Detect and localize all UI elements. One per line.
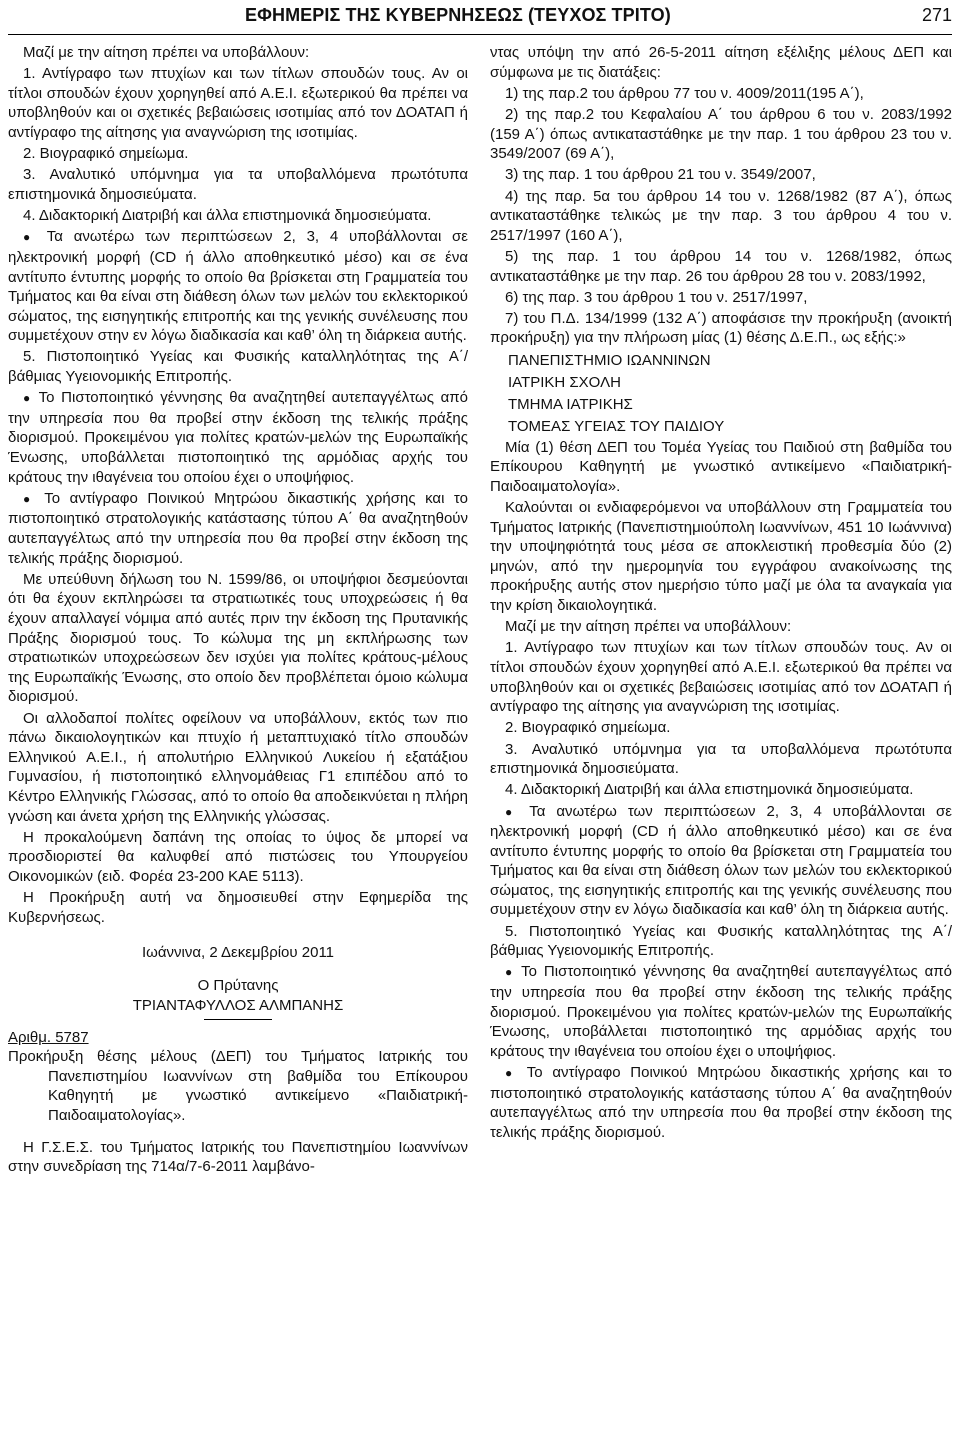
paragraph: Με υπεύθυνη δήλωση του Ν. 1599/86, οι υποψήφιοι δεσμεύονται ότι θα έχουν εκπληρώσει τα στρατιωτικές τους υποχρεώσεις ή θα έχουν απαλλαγεί νόμιμα από αυτές πριν την έκδοση της Πρυτανικής Πράξης διορισμού τους. Το κώλυμα της μη εκπλήρωσης των στρατιωτικών υποχρεώσεων δεν ισχύει για πολίτες κράτους-μέλους της Ευρωπαϊκής Ένωσης, στο οποίο δεν προβλέπεται όμοιο κώλυμα διορισμού.	[8, 570, 468, 706]
page-header	[8, 0, 952, 35]
paragraph: 5. Πιστοποιητικό Υγείας και Φυσικής καταλληλότητας της Α΄/βάθμιας Υγειονομικής Επιτροπής.	[490, 922, 952, 960]
signature-rule	[204, 1019, 272, 1020]
paragraph: Μία (1) θέση ΔΕΠ του Τομέα Υγείας του Παιδιού στη βαθμίδα του Επίκουρου Καθηγητή με γνωστικό αντικείμενο «Παιδιατρική-Παιδοαιματολογία».	[490, 438, 952, 495]
school-name: ΙΑΤΡΙΚΗ ΣΧΟΛΗ	[508, 373, 621, 391]
notice-summary: Προκήρυξη θέσης μέλους (ΔΕΠ) του Τμήματος Ιατρικής του Πανεπιστημίου Ιωαννίνων στη βαθμίδα του Επίκουρου Καθηγητή με γνωστικό αντικείμενο «Παιδιατρική-Παιδοαιματολογίας».	[8, 1048, 468, 1124]
paragraph: Οι αλλοδαποί πολίτες οφείλουν να υποβάλλουν, εκτός των πιο πάνω δικαιολογητικών και πτυχίο ή μεταπτυχιακό τίτλο σπουδών Ελληνικού Α.Ε.Ι., ή απολυτήριο Ελληνικού Λυκείου ή εξατάξιου Γυμνασίου, ή πιστοποιητικό ελληνομάθειας Γ1 επιπέδου από το Κέντρο Ελληνικής Γλώσσας, από το οποίο θα αποδεικνύεται η πλήρη γνώση και άνετα χρήση της Ελληνικής γλώσσας.	[8, 709, 468, 825]
paragraph: 4. Διδακτορική Διατριβή και άλλα επιστημονικά δημοσιεύματα.	[23, 207, 432, 225]
bullet-paragraph: ● Τα ανωτέρω των περιπτώσεων 2, 3, 4 υποβάλλονται σε ηλεκτρονική μορφή (CD ή άλλο αποθηκευτικό μέσο) και σε ένα αντίτυπο έντυπης μορφής το οποίο θα βρίσκεται στη Γραμματεία του Τμήματος και θα είναι στη διάθεση όλων των μελών του εκλεκτορικού σώματος, της εισηγητικής επιτροπής και της γενικής συνέλευσης που συμμετέχουν στην εν λόγω διαδικασία και καθ’ όλη τη διάρκεια αυτής.	[8, 227, 468, 346]
paragraph: Η Προκήρυξη αυτή να δημοσιευθεί στην Εφημερίδα της Κυβερνήσεως.	[8, 889, 468, 926]
notice-number	[8, 1028, 468, 1048]
place-date: Ιωάννινα, 2 Δεκεμβρίου 2011	[141, 943, 335, 961]
university-name: ΠΑΝΕΠΙΣΤΗΜΙΟ ΙΩΑΝΝΙΝΩΝ	[508, 351, 711, 369]
right-column	[490, 43, 952, 1144]
paragraph: 1. Αντίγραφο των πτυχίων και των τίτλων σπουδών τους. Αν οι τίτλοι σπουδών έχουν χορηγηθεί από Α.Ε.Ι. εξωτερικού θα πρέπει να υποβληθούν και οι σχετικές βεβαιώσεις ισοτιμίας από τον ΔΟΑΤΑΠ ή αντίγραφο της αίτησης για αναγνώριση της ισοτιμίας.	[8, 65, 468, 141]
paragraph: 2. Βιογραφικό σημείωμα.	[23, 145, 189, 163]
paragraph: 2. Βιογραφικό σημείωμα.	[505, 719, 671, 737]
paragraph: 3. Αναλυτικό υπόμνημα για τα υποβαλλόμενα πρωτότυπα επιστημονικά δημοσιεύματα.	[8, 166, 468, 203]
provision-item: 6) της παρ. 3 του άρθρου 1 του ν. 2517/1997,	[505, 288, 808, 306]
gazette-title: ΕΦΗΜΕΡΙΣ ΤΗΣ ΚΥΒΕΡΝΗΣΕΩΣ (ΤΕΥΧΟΣ ΤΡΙΤΟ)	[245, 5, 671, 25]
notice-number-label: Αριθμ. 5787	[8, 1028, 89, 1046]
bullet-paragraph: ● Το Πιστοποιητικό γέννησης θα αναζητηθεί αυτεπαγγέλτως από την υπηρεσία που θα προβεί στην έκδοση της τελικής πράξης διορισμού. Προκειμένου για πολίτες κρατών-μελών της Ευρωπαϊκής Ένωσης, υποβάλλεται πιστοποιητικό της αρμόδιας αρχής του κράτους την ιθαγένεια του οποίου έχει ο υποψήφιος.	[8, 388, 468, 487]
signatory-name: ΤΡΙΑΝΤΑΦΥΛΛΟΣ ΑΛΜΠΑΝΗΣ	[132, 997, 344, 1015]
paragraph: Μαζί με την αίτηση πρέπει να υποβάλλουν:	[505, 618, 792, 636]
paragraph: 5. Πιστοποιητικό Υγείας και Φυσικής καταλληλότητας της Α΄/βάθμιας Υγειονομικής Επιτροπής.	[8, 348, 468, 386]
notice-intro: Η Γ.Σ.Ε.Σ. του Τμήματος Ιατρικής του Πανεπιστημίου Ιωαννίνων στην συνεδρίαση της 714α/7-6-2011 λαμβάνο-	[8, 1138, 468, 1176]
department-name: ΤΜΗΜΑ ΙΑΤΡΙΚΗΣ	[508, 395, 633, 413]
signatory-role: Ο Πρύτανης	[197, 977, 279, 995]
paragraph: 4. Διδακτορική Διατριβή και άλλα επιστημονικά δημοσιεύματα.	[505, 781, 914, 799]
paragraph: Μαζί με την αίτηση πρέπει να υποβάλλουν:	[23, 44, 310, 61]
page-number: 271	[921, 5, 952, 25]
provision-item: 5) της παρ. 1 του άρθρου 14 του ν. 1268/1982, όπως αντικαταστάθηκε με την παρ. 26 του άρθρου 28 του ν. 2083/1992,	[490, 247, 952, 285]
bullet-paragraph: ● Το αντίγραφο Ποινικού Μητρώου δικαστικής χρήσης και το πιστοποιητικό στρατολογικής κατάστασης τύπου Α΄ θα αναζητηθούν αυτεπαγγέλτως από την υπηρεσία που θα προβεί στην έκδοση της τελικής πράξης διορισμού.	[490, 1063, 952, 1142]
paragraph: Καλούνται οι ενδιαφερόμενοι να υποβάλλουν στη Γραμματεία του Τμήματος Ιατρικής (Πανεπιστημιούπολη Ιωαννίνων, 451 10 Ιωάννινα) την υποψηφιότητά τους μέσα σε αποκλειστική προθεσμία δύο (2) μηνών, από την ημερομηνία του εγγράφου ανακοίνωσης της προκήρυξης αυτής στον ημερήσιο τύπο μαζί με όλα τα αναγκαία για την κρίση δικαιολογητικά.	[490, 499, 952, 614]
provision-item: 7) του Π.Δ. 134/1999 (132 Α΄) αποφάσισε την προκήρυξη (ανοικτή προκήρυξη) για την πλήρωση μίας (1) θέσης Δ.Ε.Π., ως εξής:»	[490, 309, 952, 347]
paragraph: ντας υπόψη την από 26-5-2011 αίτηση εξέλιξης μέλους ΔΕΠ και σύμφωνα με τις διατάξεις:	[490, 44, 952, 81]
sector-name: ΤΟΜΕΑΣ ΥΓΕΙΑΣ ΤΟΥ ΠΑΙΔΙΟΥ	[508, 417, 725, 435]
bullet-paragraph: ● Το αντίγραφο Ποινικού Μητρώου δικαστικής χρήσης και το πιστοποιητικό στρατολογικής κατάστασης τύπου Α΄ θα αναζητηθούν αυτεπαγγέλτως από την υπηρεσία που θα προβεί στην έκδοση της τελικής πράξης διορισμού.	[8, 489, 468, 568]
paragraph: Η προκαλούμενη δαπάνη της οποίας το ύψος δε μπορεί να προσδιοριστεί θα καλυφθεί από πιστώσεις του Υπουργείου Οικονομικών (ειδ. Φορέα 23-200 ΚΑΕ 5113).	[8, 828, 468, 885]
provision-item: 3) της παρ. 1 του άρθρου 21 του ν. 3549/2007,	[505, 166, 816, 184]
left-column	[8, 43, 468, 1178]
paragraph: 1. Αντίγραφο των πτυχίων και των τίτλων σπουδών τους. Αν οι τίτλοι σπουδών έχουν χορηγηθεί από Α.Ε.Ι. εξωτερικού θα πρέπει να υποβληθούν και οι σχετικές βεβαιώσεις ισοτιμίας από τον ΔΟΑΤΑΠ ή αντίγραφο της αίτησης για αναγνώριση της ισοτιμίας.	[490, 639, 952, 716]
provision-item: 2) της παρ.2 του Κεφαλαίου Α΄ του άρθρου 6 του ν. 2083/1992 (159 Α΄) όπως αντικαταστάθηκε με την παρ. 1 του άρθρου 23 του ν. 3549/2007 (69 Α΄),	[490, 105, 952, 163]
provision-item: 1) της παρ.2 του άρθρου 77 του ν. 4009/2011(195 Α΄),	[505, 84, 864, 102]
bullet-paragraph: ● Το Πιστοποιητικό γέννησης θα αναζητηθεί αυτεπαγγέλτως από την υπηρεσία που θα προβεί στην έκδοση της τελικής πράξης διορισμού. Προκειμένου για πολίτες κρατών-μελών της Ευρωπαϊκής Ένωσης, υποβάλλεται πιστοποιητικό της αρμόδιας αρχής του κράτους την ιθαγένεια του οποίου έχει ο υποψήφιος.	[490, 962, 952, 1061]
paragraph: 3. Αναλυτικό υπόμνημα για τα υποβαλλόμενα πρωτότυπα επιστημονικά δημοσιεύματα.	[490, 740, 952, 778]
provision-item: 4) της παρ. 5α του άρθρου 14 του ν. 1268/1982 (87 Α΄), όπως αντικαταστάθηκε τελικώς με την παρ. 3 του άρθρου 4 του ν. 2517/1997 (160 Α΄),	[490, 187, 952, 244]
bullet-paragraph: ● Τα ανωτέρω των περιπτώσεων 2, 3, 4 υποβάλλονται σε ηλεκτρονική μορφή (CD ή άλλο αποθηκευτικό μέσο) και σε ένα αντίτυπο έντυπης μορφής το οποίο θα βρίσκεται στη Γραμματεία του Τμήματος και θα είναι στη διάθεση όλων των μελών του εκλεκτορικού σώματος, της εισηγητικής επιτροπής και της γενικής συνέλευσης που συμμετέχουν στην εν λόγω διαδικασία και καθ’ όλη τη διάρκεια αυτής.	[490, 802, 952, 921]
